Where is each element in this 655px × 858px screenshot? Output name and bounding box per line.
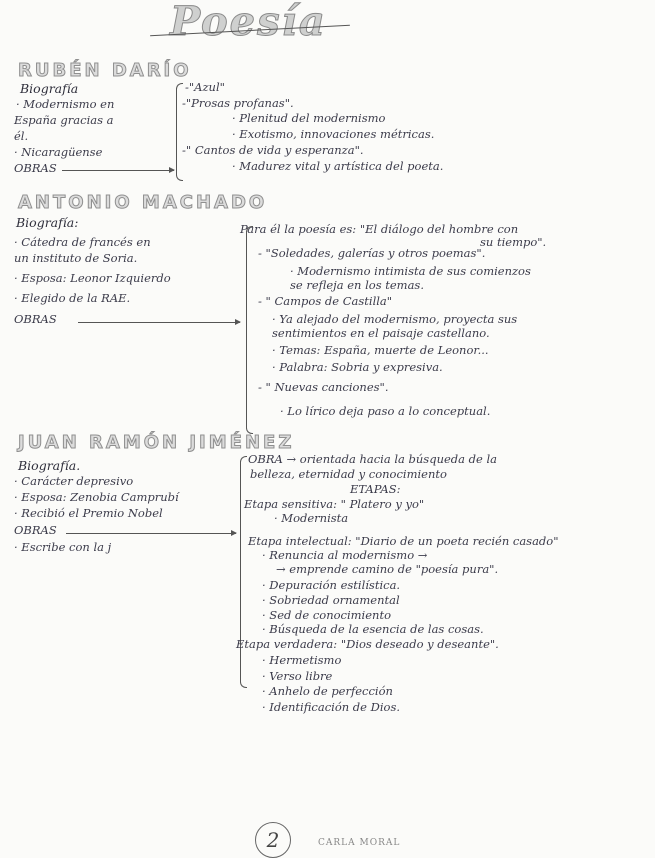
machado-brace (246, 226, 253, 434)
dario-bio-line: él. (14, 129, 29, 143)
jimenez-etapas-label: ETAPAS: (350, 482, 401, 496)
jimenez-work: belleza, eternidad y conocimiento (250, 467, 447, 481)
jimenez-work-detail: · Anhelo de perfección (262, 684, 393, 698)
dario-work: -"Prosas profanas". (182, 96, 294, 110)
jimenez-work-detail: · Sed de conocimiento (262, 608, 391, 622)
machado-work-detail: · Temas: España, muerte de Leonor... (272, 343, 489, 357)
machado-work: - " Campos de Castilla" (258, 294, 393, 308)
machado-work-detail: · Lo lírico deja paso a lo conceptual. (280, 404, 491, 418)
author-jimenez-heading: JUAN RAMÓN JIMÉNEZ (18, 432, 295, 453)
dario-bio-line: España gracias a (14, 113, 114, 127)
machado-bio-line: un instituto de Soria. (14, 251, 138, 265)
machado-work: - "Soledades, galerías y otros poemas". (258, 246, 486, 260)
dario-bio-heading: Biografía (20, 81, 79, 96)
jimenez-bio-line: · Recibió el Premio Nobel (14, 506, 163, 520)
machado-bio-line: · Cátedra de francés en (14, 235, 151, 249)
jimenez-work-detail: · Hermetismo (262, 653, 342, 667)
jimenez-bio-heading: Biografía. (18, 458, 81, 473)
jimenez-brace (240, 456, 247, 688)
jimenez-work: Etapa verdadera: "Dios deseado y deseante". (236, 637, 499, 651)
machado-bio-line: · Esposa: Leonor Izquierdo (14, 271, 171, 285)
dario-work: -"Azul" (185, 80, 225, 94)
machado-bio-line: · Elegido de la RAE. (14, 291, 131, 305)
author-signature: CARLA MORAL (318, 838, 401, 848)
jimenez-work-detail: · Sobriedad ornamental (262, 593, 400, 607)
jimenez-work-detail: · Verso libre (262, 669, 333, 683)
jimenez-work-detail: · Renuncia al modernismo → (262, 548, 428, 562)
dario-bio-line: · Nicaragüense (14, 145, 103, 159)
machado-obras-arrow (78, 322, 240, 323)
jimenez-bio-line: · Esposa: Zenobia Camprubí (14, 490, 179, 504)
dario-work: -" Cantos de vida y esperanza". (182, 143, 364, 157)
machado-bio-heading: Biografía: (16, 215, 79, 230)
dario-bio-line: · Modernismo en (16, 97, 115, 111)
dario-obras-arrow (62, 170, 174, 171)
machado-work-detail: · Modernismo intimista de sus comienzos (290, 264, 531, 278)
jimenez-work-detail: · Identificación de Dios. (262, 700, 400, 714)
jimenez-work-detail: → emprende camino de "poesía pura". (276, 562, 499, 576)
jimenez-work: Etapa intelectual: "Diario de un poeta recién casado" (248, 534, 559, 548)
jimenez-obras-arrow (66, 533, 236, 534)
jimenez-work-detail: · Depuración estilística. (262, 578, 401, 592)
machado-work: - " Nuevas canciones". (258, 380, 389, 394)
machado-work-detail: · Ya alejado del modernismo, proyecta sus (272, 312, 518, 326)
dario-work-detail: · Exotismo, innovaciones métricas. (232, 127, 435, 141)
jimenez-work: Etapa sensitiva: " Platero y yo" (244, 497, 425, 511)
page-number: 2 (255, 822, 291, 858)
machado-work-detail: se refleja en los temas. (290, 278, 424, 292)
dario-work-detail: · Madurez vital y artística del poeta. (232, 159, 444, 173)
jimenez-bio-extra: · Escribe con la j (14, 540, 112, 554)
author-dario-heading: RUBÉN DARÍO (18, 60, 192, 81)
machado-work-detail: · Palabra: Sobria y expresiva. (272, 360, 443, 374)
dario-obras-label: OBRAS (14, 161, 57, 175)
machado-work-detail: sentimientos en el paisaje castellano. (272, 326, 490, 340)
jimenez-work-detail: · Búsqueda de la esencia de las cosas. (262, 622, 484, 636)
jimenez-work: OBRA → orientada hacia la búsqueda de la (248, 452, 498, 466)
jimenez-work-detail: · Modernista (274, 511, 349, 525)
author-machado-heading: ANTONIO MACHADO (18, 192, 268, 213)
machado-obras-label: OBRAS (14, 312, 57, 326)
dario-work-detail: · Plenitud del modernismo (232, 111, 386, 125)
machado-work: Para él la poesía es: "El diálogo del hombre con (240, 222, 519, 236)
jimenez-obras-label: OBRAS (14, 523, 57, 537)
page-title: Poesía (170, 0, 327, 45)
jimenez-bio-line: · Carácter depresivo (14, 474, 134, 488)
machado-work: su tiempo". (480, 235, 547, 249)
